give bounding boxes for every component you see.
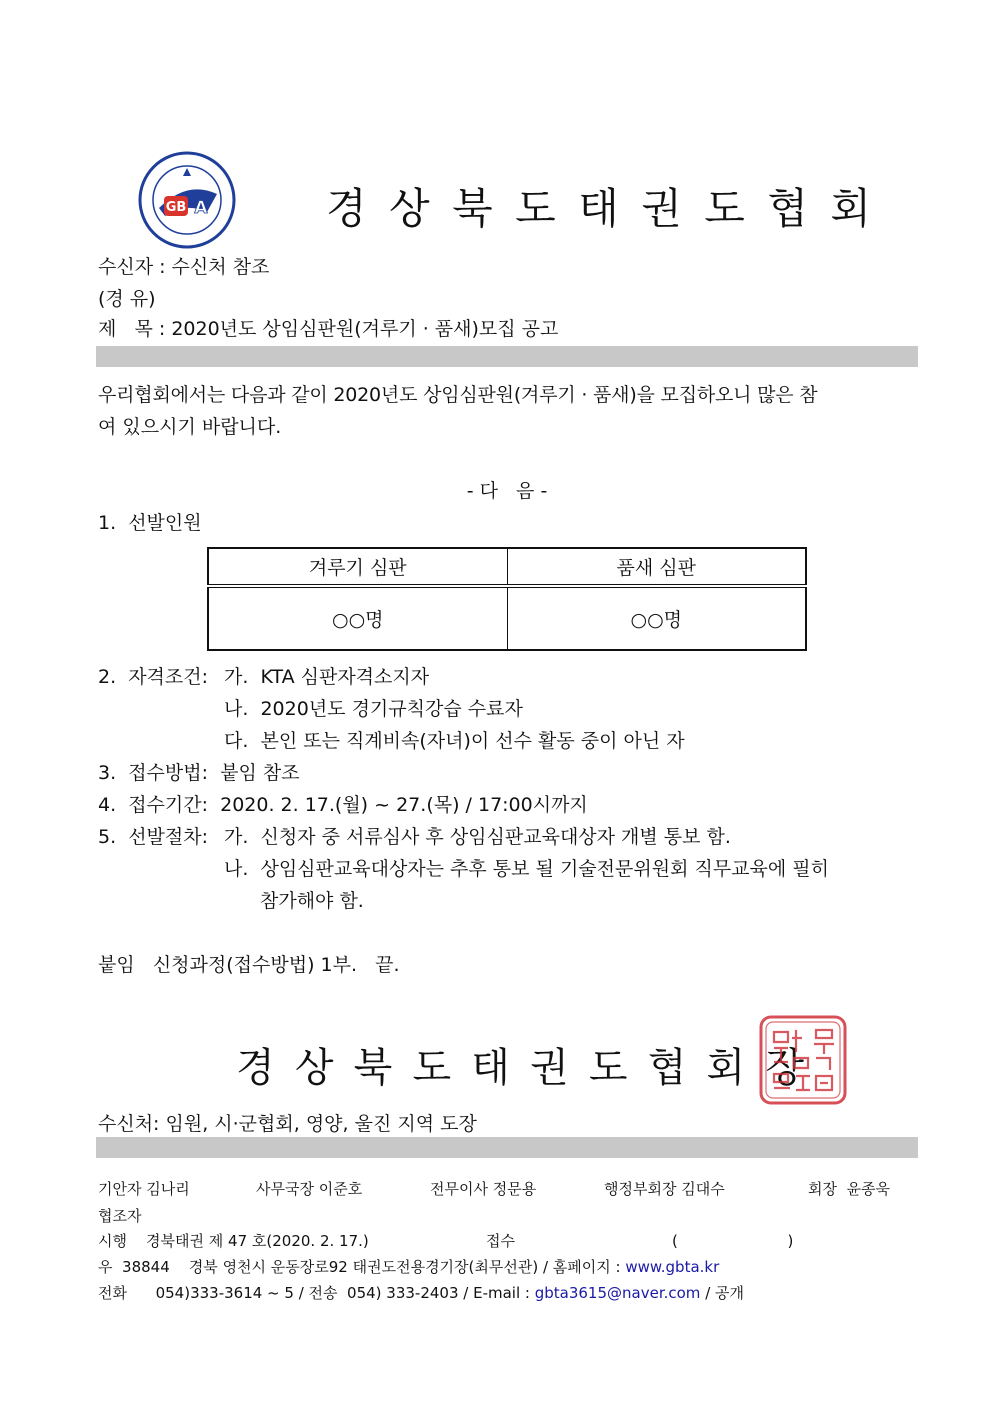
signature-title <box>236 1036 804 1091</box>
signature-char: 북 <box>353 1045 393 1091</box>
cooperator-line: 협조자 <box>98 1207 142 1225</box>
subject-text: 2020년도 상임심판원(겨루기 · 품새)모집 공고 <box>171 318 559 340</box>
signature-char: 회 <box>706 1045 746 1091</box>
signature-char: 태 <box>471 1045 510 1091</box>
header-divider <box>96 346 918 367</box>
seal-stamp-icon <box>758 1014 848 1106</box>
gbta-emblem-icon <box>137 150 237 250</box>
subject-line <box>98 320 558 339</box>
official-seal <box>758 1014 848 1106</box>
header-poomsae: 품새 심판 <box>507 548 806 586</box>
approver-vice-president <box>604 1182 725 1197</box>
phone-text: 전화 054)333-3614 ~ 5 / 전송 054) 333-2403 / E-mail : <box>98 1284 535 1302</box>
approver-drafter <box>98 1182 190 1197</box>
signature-char: 권 <box>530 1045 569 1091</box>
title-char: 협 <box>767 184 808 233</box>
item-5-label: 5. 선발절차: <box>98 826 209 848</box>
homepage-link[interactable]: www.gbta.kr <box>625 1258 720 1276</box>
item-5-b-line2: 참가해야 함. <box>260 890 364 912</box>
approver-secretary-general <box>256 1182 362 1197</box>
organization-title <box>326 176 871 233</box>
item-1: 1. 선발인원 <box>98 512 202 534</box>
approver-name: 정문용 <box>492 1180 537 1198</box>
attachment-line: 붙임 신청과정(접수방법) 1부. 끝. <box>98 954 400 976</box>
title-char: 회 <box>830 184 871 233</box>
email-link[interactable]: gbta3615@naver.com <box>534 1284 701 1302</box>
intro-line-2: 여 있으시기 바랍니다. <box>98 416 282 438</box>
approver-role: 기안자 <box>98 1180 142 1198</box>
title-char: 경 <box>326 184 367 233</box>
intro-line-1: 우리협회에서는 다음과 같이 2020년도 상임심판원(겨루기 · 품새)을 모집하오니 많은 참 <box>98 384 818 406</box>
approver-role: 회장 <box>808 1180 837 1198</box>
item-5-b-line1: 나. 상임심판교육대상자는 추후 통보 될 기술전문위원회 직무교육에 필히 <box>224 858 829 880</box>
signature-char: 상 <box>294 1045 334 1091</box>
approver-role: 전무이사 <box>430 1180 488 1198</box>
table-header-row <box>208 548 806 586</box>
item-4: 4. 접수기간: 2020. 2. 17.(월) ~ 27.(목) / 17:00시까지 <box>98 794 588 816</box>
recipient-line: 수신자 : 수신처 참조 <box>98 256 270 278</box>
item-5-a: 가. 신청자 중 서류심사 후 상임심판교육대상자 개별 통보 함. <box>224 826 731 848</box>
address-text: 우 38844 경북 영천시 운동장로92 태권도전용경기장(최무선관) / 홈페이지 : <box>98 1258 626 1276</box>
signature-char: 협 <box>647 1045 687 1091</box>
value-kyorugi: ○○명 <box>208 586 507 650</box>
title-char: 북 <box>452 184 493 233</box>
svg-text:GB: GB <box>165 200 187 215</box>
association-logo <box>137 150 237 250</box>
title-char: 도 <box>704 184 745 233</box>
distribution-line: 수신처: 임원, 시·군협회, 영양, 울진 지역 도장 <box>98 1113 477 1135</box>
issue-line: 시행 경북태권 제 47 호(2020. 2. 17.) <box>98 1232 369 1250</box>
item-2-a: 가. KTA 심판자격소지자 <box>224 666 430 688</box>
disclosure-text: / 공개 <box>700 1284 744 1302</box>
approver-role: 사무국장 <box>256 1180 314 1198</box>
da-eum-heading: - 다 음 - <box>466 480 548 502</box>
via-line: (경 유) <box>98 288 156 310</box>
receipt-label: 접수 <box>486 1232 515 1250</box>
address-line <box>98 1260 719 1275</box>
value-poomsae: ○○명 <box>507 586 806 650</box>
item-2-c: 다. 본인 또는 직계비속(자녀)이 선수 활동 중이 아닌 자 <box>224 730 685 752</box>
item-3: 3. 접수방법: 붙임 참조 <box>98 762 300 784</box>
footer-divider <box>96 1137 918 1158</box>
approver-president <box>808 1182 890 1197</box>
approver-name: 김나리 <box>146 1180 190 1198</box>
table-row <box>208 586 806 650</box>
signature-char: 장 <box>765 1045 804 1091</box>
receipt-blank: ( ) <box>672 1232 794 1250</box>
approver-name: 김대수 <box>681 1180 725 1198</box>
selection-table <box>207 547 807 651</box>
title-char: 도 <box>515 184 556 233</box>
contact-line <box>98 1286 744 1301</box>
item-2-b: 나. 2020년도 경기규칙강습 수료자 <box>224 698 523 720</box>
svg-text:A: A <box>194 198 208 218</box>
title-char: 태 <box>578 184 619 233</box>
signature-char: 도 <box>412 1045 452 1091</box>
approver-executive-director <box>430 1182 536 1197</box>
approver-name: 윤종욱 <box>846 1180 891 1198</box>
title-char: 권 <box>641 184 682 233</box>
item-2-label: 2. 자격조건: <box>98 666 209 688</box>
approver-role: 행정부회장 <box>604 1180 677 1198</box>
signature-char: 도 <box>588 1045 628 1091</box>
approver-name: 이준호 <box>318 1180 363 1198</box>
signature-char: 경 <box>236 1045 275 1091</box>
subject-label: 제 목 : <box>98 318 166 340</box>
header-kyorugi: 겨루기 심판 <box>208 548 507 586</box>
title-char: 상 <box>389 184 430 233</box>
